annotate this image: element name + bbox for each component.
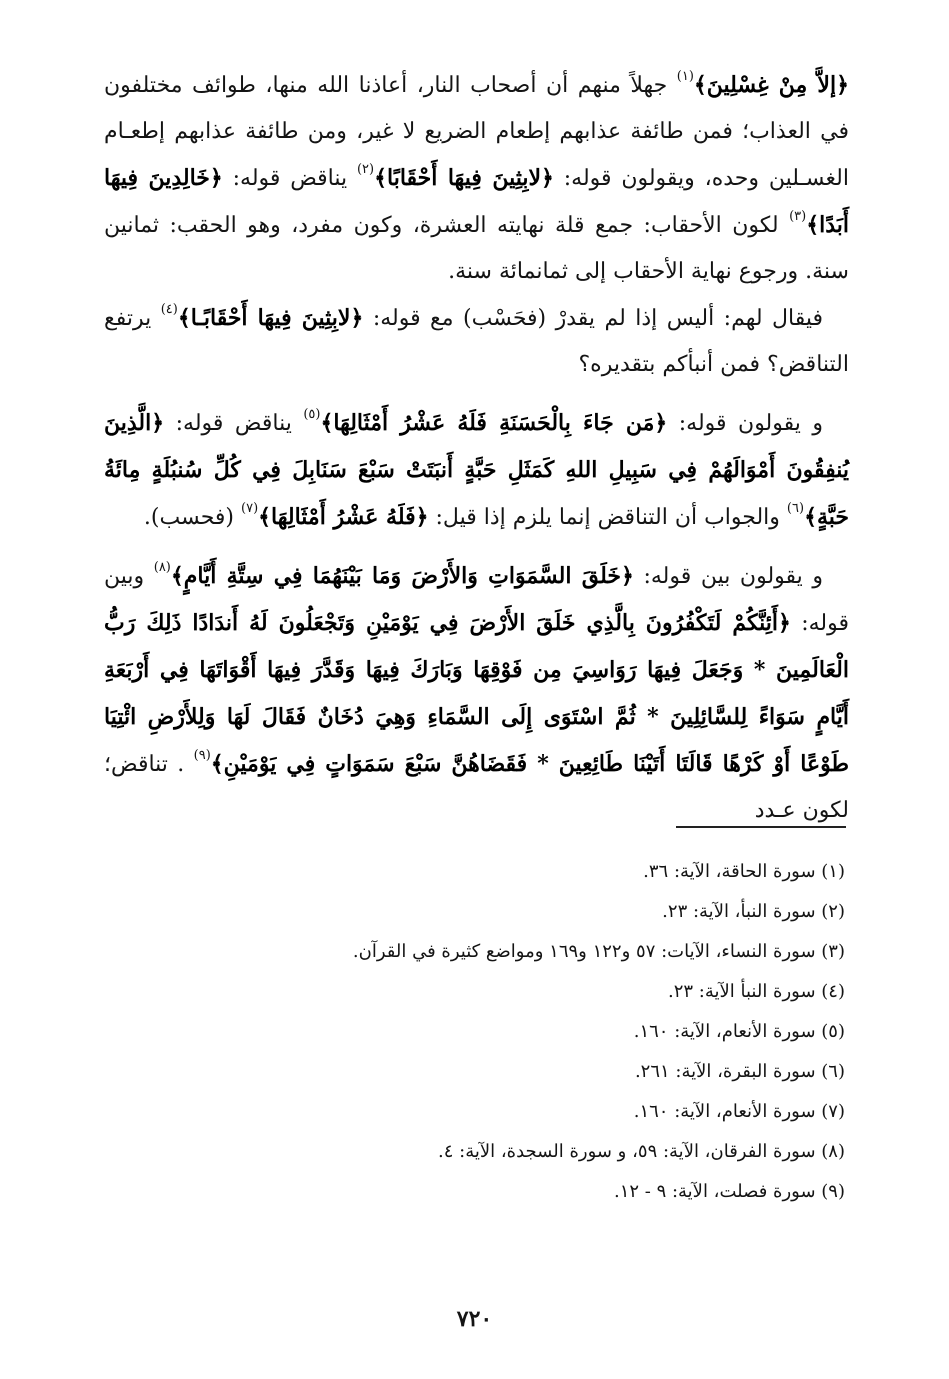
- body-text-run: يرتفع التناقض؟ فمن أنبأكم بتقديره؟: [104, 306, 849, 377]
- footnote-ref: (٢): [356, 162, 375, 177]
- footnote-ref: (٩): [193, 748, 211, 763]
- footnote-7: (٧) سورة الأنعام، الآية: ١٦٠.: [633, 1101, 845, 1122]
- footnote-9: (٩) سورة فصلت، الآية: ٩ - ١٢.: [613, 1181, 845, 1202]
- paragraph-2: [104, 295, 849, 388]
- footnotes: [200, 852, 845, 1212]
- body-text-run: جهلاً منهم أن أصحاب النار، أعاذنا الله منها، طوائف مختلفون في العذاب؛ فمن طائفة عذابهم إطعام الضريع لا غير، ومن طائفة عذابهم إطعـام الغسـلين وحده، ويقولون قوله:: [104, 73, 849, 191]
- body-text-run: فيقال لهم: أليس إذا لم يقدرْ (فحَسْب) مع قوله:: [363, 306, 824, 331]
- paragraph-3: [104, 400, 849, 541]
- footnote-5: (٥) سورة الأنعام، الآية: ١٦٠.: [633, 1021, 845, 1042]
- quran-quote: ﴿مَن جَاءَ بِالْحَسَنَةِ فَلَهُ عَشْرُ أَمْثَالِهَا﴾: [320, 410, 668, 436]
- footnote-ref: (٦): [786, 501, 805, 516]
- body-text-run: يناقض قوله:: [222, 166, 357, 191]
- footnote-divider: [676, 826, 846, 828]
- quran-quote: ﴿خَالِدِينَ فِيهَا أَبَدًا﴾: [104, 165, 849, 238]
- paragraph-4: [104, 553, 849, 834]
- footnote-8: (٨) سورة الفرقان، الآية: ٥٩، و سورة السجدة، الآية: ٤.: [438, 1141, 845, 1162]
- footnote-ref: (٣): [789, 209, 807, 224]
- body-text-run: و يقولون بين قوله:: [633, 564, 823, 589]
- quran-quote: ﴿لابِثِينَ فِيهَا أَحْقَابًا﴾: [374, 165, 554, 191]
- quran-quote: ﴿لابِثِينَ فِيهَا أَحْقَابًـا﴾: [177, 305, 364, 331]
- footnote-ref: (٥): [303, 407, 321, 422]
- body-text-run: وبين قوله:: [104, 564, 849, 636]
- quran-quote: ﴿خَلَقَ السَّمَوَاتِ وَالأَرْضَ وَمَا بَيْنَهُمَا فِي سِتَّةِ أَيَّامٍ﴾: [170, 563, 634, 589]
- body-text-run: . تناقض؛ لكون عـدد: [104, 752, 849, 823]
- body-text-run: والجواب أن التناقض إنما يلزم إذا قيل:: [428, 505, 787, 530]
- quran-quote: ﴿فَلَهُ عَشْرُ أَمْثَالِهَا﴾: [258, 504, 429, 530]
- body-text-run: و يقولون قوله:: [667, 411, 823, 436]
- footnote-2: (٢) سورة النبأ، الآية: ٢٣.: [662, 901, 845, 922]
- quran-quote: ﴿أَئِنَّكُمْ لَتَكْفُرُونَ بِالَّذِي خَلَقَ الأَرْضَ فِي يَوْمَيْنِ وَتَجْعَلُونَ لَهُ أَندَادًا ذَلِكَ رَبُّ الْعَالَمِينَ * وَجَعَلَ فِيهَا رَوَاسِيَ مِن فَوْقِهَا وَبَارَكَ فِيهَا وَقَدَّرَ فِيهَا أَقْوَاتَهَا فِي أَرْبَعَةِ أَيَّامٍ سَوَاءً لِلسَّائِلِينَ * ثُمَّ اسْتَوَى إِلَى السَّمَاءِ وَهِيَ دُخَانٌ فَقَالَ لَهَا وَلِلأَرْضِ ائْتِيَا طَوْعًا أَوْ كَرْهًا قَالَتَا أَتَيْنَا طَائِعِينَ * فَقَضَاهُنَّ سَبْعَ سَمَوَاتٍ فِي يَوْمَيْنِ﴾: [104, 610, 850, 777]
- footnote-6: (٦) سورة البقرة، الآية: ٢٦١.: [634, 1061, 845, 1082]
- footnote-ref: (٧): [241, 501, 259, 516]
- footnote-ref: (٨): [153, 560, 171, 575]
- quran-quote: ﴿الَّذِينَ يُنفِقُونَ أَمْوَالَهُمْ فِي سَبِيلِ اللهِ كَمَثَلِ حَبَّةٍ أَنبَتَتْ سَبْعَ سَنَابِلَ فِي كُلِّ سُنبُلَةٍ مِائَةُ حَبَّةٍ﴾: [104, 410, 849, 530]
- footnote-ref: (١): [676, 69, 694, 84]
- footnote-ref: (٤): [160, 302, 178, 317]
- body-text-run: لكون الأحقاب: جمع قلة نهايته العشرة، وكون مفرد، وهو الحقب: ثمانين سنة. ورجوع نهاية الأحقاب إلى ثمانمائة سنة.: [104, 213, 849, 284]
- footnote-3: (٣) سورة النساء، الآيات: ٥٧ و١٢٢ و١٦٩ ومواضع كثيرة في القرآن.: [352, 941, 845, 962]
- paragraph-1: [104, 62, 849, 295]
- main-text: [104, 62, 849, 846]
- footnote-4: (٤) سورة النبأ الآية: ٢٣.: [667, 981, 845, 1002]
- page-number: ٧٢٠: [456, 1306, 493, 1332]
- footnote-1: (١) سورة الحاقة، الآية: ٣٦.: [643, 861, 845, 882]
- body-text-run: (فحسب).: [143, 505, 242, 530]
- quran-quote: ﴿إلاَّ مِنْ غِسْلِينَ﴾: [693, 72, 849, 98]
- body-text-run: يناقض قوله:: [164, 411, 304, 436]
